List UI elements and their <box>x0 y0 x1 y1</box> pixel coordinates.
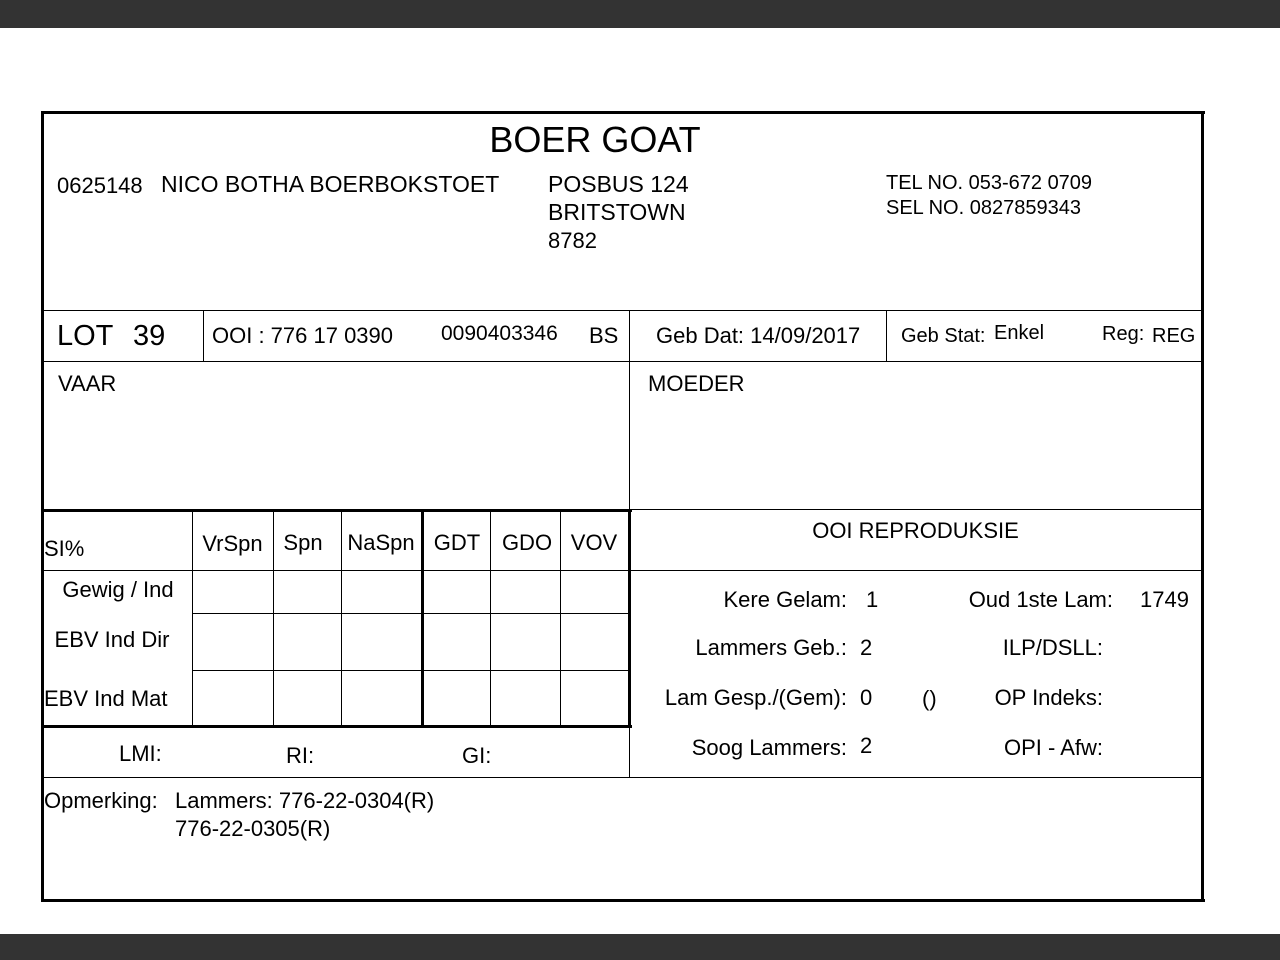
animal-suffix: BS <box>589 323 619 348</box>
birth-status-value: Enkel <box>994 322 1045 344</box>
rule-below-moeder <box>630 509 1201 510</box>
table-corner-si: SI% <box>44 536 85 561</box>
lam-gesp-label: Lam Gesp./(Gem): <box>664 685 847 710</box>
card-border-right <box>1201 111 1204 902</box>
table-border-bottom <box>43 725 632 728</box>
card-title: BOER GOAT <box>489 119 701 160</box>
card-border-bottom <box>41 899 1205 902</box>
soog-lammers-label: Soog Lammers: <box>691 735 847 760</box>
table-row-line-1 <box>44 570 628 571</box>
kere-gelam-value: 1 <box>866 587 879 612</box>
lmi-label: LMI: <box>119 741 162 766</box>
gi-label: GI: <box>462 743 492 768</box>
table-row-line-3 <box>192 670 628 671</box>
rule-below-indices <box>44 777 1201 778</box>
animal-id-number: 0090403346 <box>441 322 558 345</box>
column-header-gdo: GDO <box>501 530 553 555</box>
kere-gelam-label: Kere Gelam: <box>723 587 847 612</box>
lammers-geb-value: 2 <box>860 635 873 660</box>
ri-label: RI: <box>286 743 315 768</box>
row-label-ebv-ind-mat: EBV Ind Mat <box>44 686 168 711</box>
rule-below-header <box>44 310 1201 311</box>
remarks-line-2: 776-22-0305(R) <box>175 816 331 841</box>
address-line-1: POSBUS 124 <box>548 171 689 197</box>
remarks-line-1: Lammers: 776-22-0304(R) <box>175 788 435 813</box>
row-label-gewig-ind: Gewig / Ind <box>62 577 174 602</box>
rule-below-lot <box>44 361 1201 362</box>
column-header-vov: VOV <box>570 530 618 555</box>
table-border-top <box>43 509 632 512</box>
moeder-label: MOEDER <box>648 371 745 396</box>
lam-gesp-parenthesis: () <box>922 686 937 711</box>
card-border-top <box>41 111 1205 114</box>
lam-gesp-value: 0 <box>860 685 873 710</box>
opi-afw-label: OPI - Afw: <box>1003 735 1103 760</box>
column-header-gdt: GDT <box>433 530 481 555</box>
rule-below-repro-heading <box>630 570 1201 571</box>
ooi-number: OOI : 776 17 0390 <box>212 323 394 348</box>
lot-label: LOT <box>57 320 114 352</box>
rule-lot-divider <box>203 311 204 361</box>
birth-status-label: Geb Stat: <box>901 325 986 347</box>
address-line-2: BRITSTOWN <box>548 199 686 225</box>
column-header-naspn: NaSpn <box>347 530 415 555</box>
birth-date: Geb Dat: 14/09/2017 <box>656 323 861 348</box>
breeder-code: 0625148 <box>57 173 143 198</box>
reg-label: Reg: <box>1102 323 1145 345</box>
remarks-label: Opmerking: <box>44 788 158 813</box>
sel-number: SEL NO. 0827859343 <box>886 197 1081 219</box>
bottom-bar <box>0 934 1280 960</box>
top-bar <box>0 0 1280 28</box>
lammers-geb-label: Lammers Geb.: <box>695 635 847 660</box>
column-header-spn: Spn <box>283 530 323 555</box>
lot-number: 39 <box>133 320 166 352</box>
ilp-dsll-label: ILP/DSLL: <box>1002 635 1103 660</box>
address-line-3: 8782 <box>548 228 597 253</box>
reg-value: REG <box>1152 325 1196 347</box>
tel-number: TEL NO. 053-672 0709 <box>886 172 1093 194</box>
breeder-name: NICO BOTHA BOERBOKSTOET <box>161 171 500 197</box>
vaar-label: VAAR <box>58 371 117 396</box>
oud-1ste-lam-label: Oud 1ste Lam: <box>968 587 1113 612</box>
row-label-ebv-ind-dir: EBV Ind Dir <box>54 627 170 652</box>
reproduction-heading: OOI REPRODUKSIE <box>812 518 1019 543</box>
card-border-left <box>41 111 44 902</box>
column-header-vrspn: VrSpn <box>202 531 263 556</box>
op-indeks-label: OP Indeks: <box>994 685 1103 710</box>
soog-lammers-value: 2 <box>860 733 873 758</box>
rule-geb-divider <box>886 311 887 361</box>
oud-1ste-lam-value: 1749 <box>1140 587 1189 612</box>
table-row-line-2 <box>192 613 628 614</box>
